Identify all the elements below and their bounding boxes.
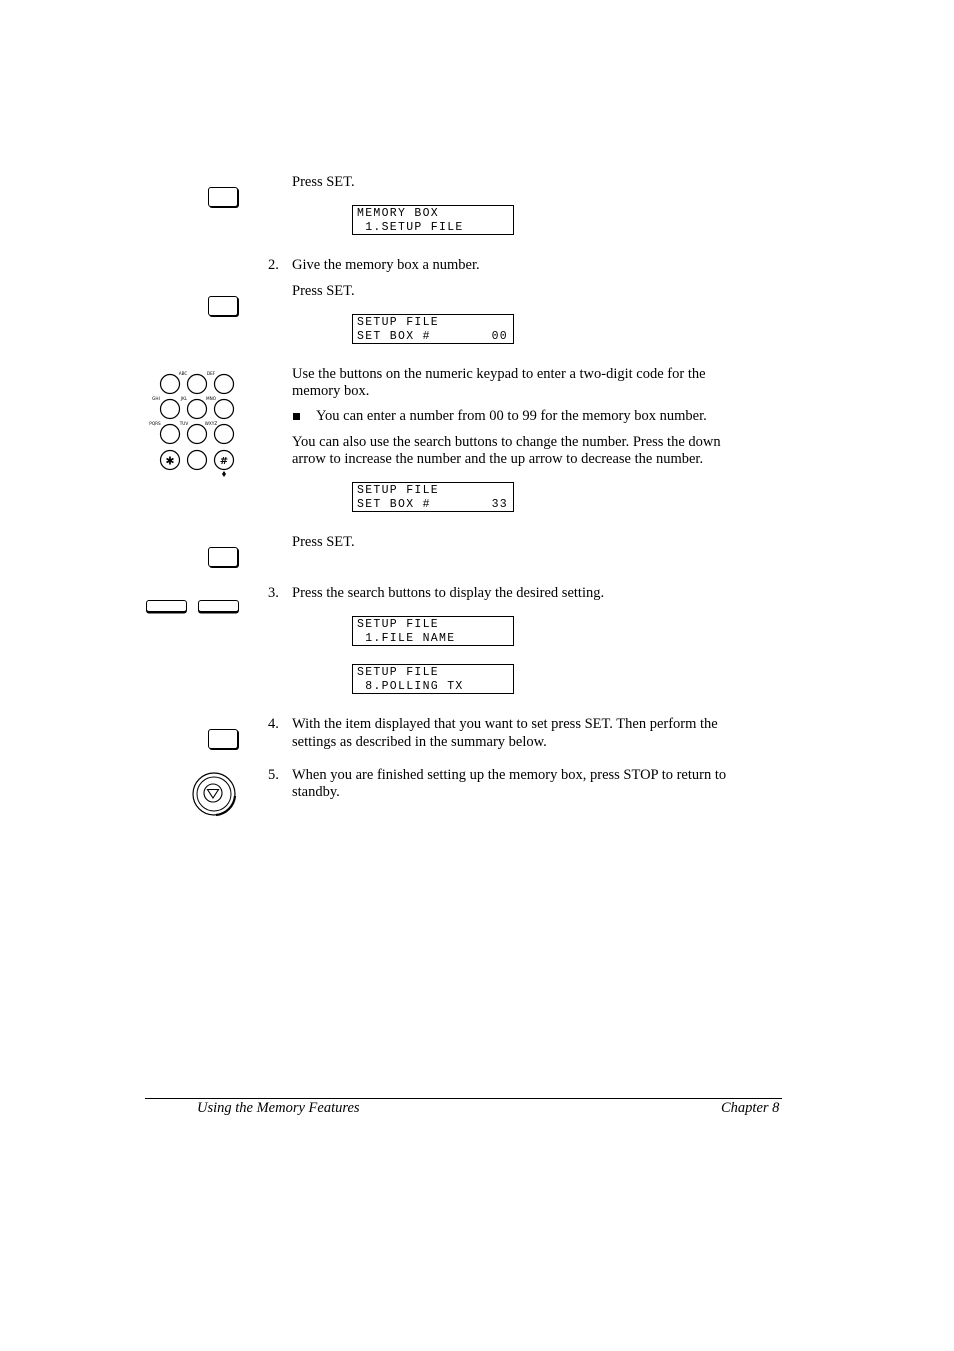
set-button-icon xyxy=(208,729,238,749)
step-number: 4. xyxy=(268,716,279,732)
key-label: GHI xyxy=(152,396,160,401)
step-text-line: standby. xyxy=(292,784,340,800)
lcd-box-number: 00 xyxy=(491,329,508,343)
lcd-line-2-text: SET BOX # xyxy=(357,497,431,511)
set-button-icon xyxy=(208,547,238,567)
step-text-line: With the item displayed that you want to set press SET. Then perform the xyxy=(292,716,718,732)
lcd-display-set-box-00 xyxy=(352,314,514,344)
set-button-icon xyxy=(208,187,238,207)
keypad-instruction-line: Use the buttons on the numeric keypad to enter a two-digit code for the xyxy=(292,366,706,382)
search-up-button-icon xyxy=(198,600,239,612)
lcd-display-file-name xyxy=(352,616,514,646)
stop-button-icon xyxy=(190,770,240,820)
key-label: JKL xyxy=(180,396,188,401)
search-instruction-line: arrow to increase the number and the up arrow to decrease the number. xyxy=(292,451,704,467)
step-text: Press the search buttons to display the desired setting. xyxy=(292,585,605,601)
lcd-line-1: SETUP FILE xyxy=(357,618,440,631)
lcd-display-memory-box xyxy=(352,205,514,235)
lcd-line-1: SETUP FILE xyxy=(357,666,440,679)
key-label: TUV xyxy=(179,421,189,426)
step-text: Give the memory box a number. xyxy=(292,257,480,273)
key-label: PQRS xyxy=(149,421,161,426)
lcd-line-2 xyxy=(357,330,513,344)
lcd-line-2: 1.FILE NAME xyxy=(357,631,456,645)
step-number: 5. xyxy=(268,767,279,783)
search-instruction-line: You can also use the search buttons to change the number. Press the down xyxy=(292,434,721,450)
numeric-keypad-icon xyxy=(145,368,240,480)
lcd-line-2: 8.POLLING TX xyxy=(357,679,464,693)
bullet-icon xyxy=(293,413,300,420)
set-button-icon xyxy=(208,296,238,316)
instruction-press-set: Press SET. xyxy=(292,283,355,299)
key-label: WXYZ xyxy=(204,421,218,426)
key-label: MNO xyxy=(205,396,217,401)
key-label: DEF xyxy=(206,371,216,376)
step-text-line: settings as described in the summary below. xyxy=(292,734,547,750)
lcd-box-number: 33 xyxy=(491,497,508,511)
footer-chapter: Chapter 8 xyxy=(721,1100,780,1116)
lcd-line-1: SETUP FILE xyxy=(357,316,440,329)
lcd-line-1: SETUP FILE xyxy=(357,484,440,497)
step-number: 2. xyxy=(268,257,279,273)
star-key-label: ✱ xyxy=(165,454,175,468)
step-number: 3. xyxy=(268,585,279,601)
lcd-line-1: MEMORY BOX xyxy=(357,207,440,220)
instruction-press-set: Press SET. xyxy=(292,174,355,190)
step-text-line: When you are finished setting up the memory box, press STOP to return to xyxy=(292,767,727,783)
bullet-note: You can enter a number from 00 to 99 for the memory box number. xyxy=(316,408,707,424)
lcd-display-set-box-33 xyxy=(352,482,514,512)
search-down-button-icon xyxy=(146,600,187,612)
hash-key-label: # xyxy=(219,456,229,467)
lcd-line-2: 1.SETUP FILE xyxy=(357,220,464,234)
instruction-press-set: Press SET. xyxy=(292,534,355,550)
footer-rule xyxy=(145,1098,782,1099)
lcd-line-2 xyxy=(357,498,513,512)
lcd-display-polling-tx xyxy=(352,664,514,694)
footer-section-title: Using the Memory Features xyxy=(197,1100,360,1116)
key-label: ABC xyxy=(178,371,188,376)
keypad-instruction-line: memory box. xyxy=(292,383,370,399)
lcd-line-2-text: SET BOX # xyxy=(357,329,431,343)
